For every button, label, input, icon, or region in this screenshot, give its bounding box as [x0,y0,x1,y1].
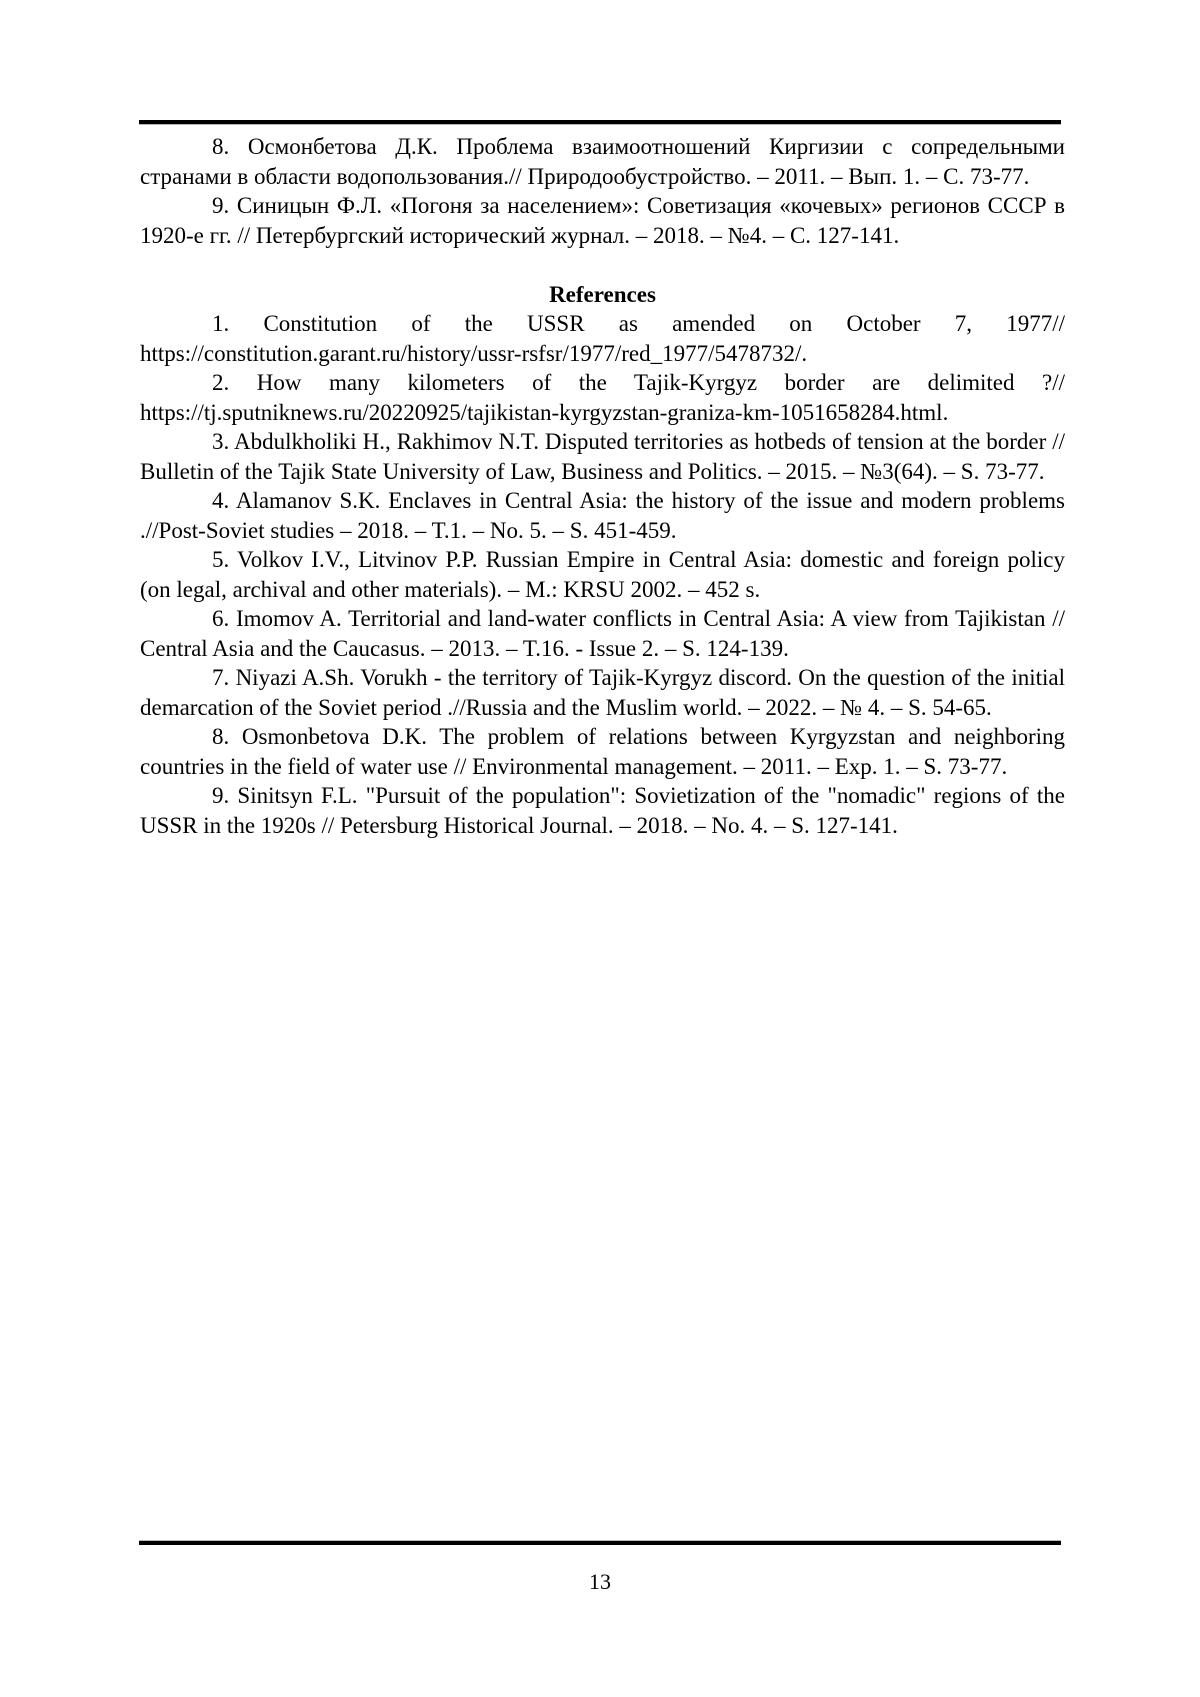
references-content [140,132,1065,840]
reference-item-ru: 8. Осмонбетова Д.К. Проблема взаимоотношений Киргизии с сопредельными странами в области водопользования.// Природообустройство. – 2011. – Вып. 1. – С. 73-77. [140,134,1065,189]
reference-item-en: 9. Sinitsyn F.L. "Pursuit of the population": Sovietization of the "nomadic" regions of the USSR in the 1920s // Petersburg Historical Journal. – 2018. – No. 4. – S. 127-141. [140,783,1065,838]
reference-item-en: 4. Alamanov S.K. Enclaves in Central Asia: the history of the issue and modern problems .//Post-Soviet studies – 2018. – T.1. – No. 5. – S. 451-459. [140,488,1065,543]
reference-item-en: 7. Niyazi A.Sh. Vorukh - the territory of Tajik-Kyrgyz discord. On the question of the initial demarcation of the Soviet period .//Russia and the Muslim world. – 2022. – № 4. – S. 54-65. [140,665,1065,720]
reference-item-en: 1. Constitution of the USSR as amended on October 7, 1977// https://constitution.garant.ru/history/ussr-rsfsr/1977/red_1977/5478732/. [140,311,1065,366]
reference-item-ru: 9. Синицын Ф.Л. «Погоня за населением»: Советизация «кочевых» регионов СССР в 1920-е гг. // Петербургский исторический журнал. – 2018. – №4. – С. 127-141. [140,193,1065,248]
reference-item-en: 8. Osmonbetova D.K. The problem of relations between Kyrgyzstan and neighboring countries in the field of water use // Environmental management. – 2011. – Exp. 1. – S. 73-77. [140,724,1065,779]
page-number: 13 [589,1569,611,1594]
reference-item-en: 2. How many kilometers of the Tajik-Kyrgyz border are delimited ?// https://tj.sputniknews.ru/20220925/tajikistan-kyrgyzstan-graniza-km-1051658284.html. [140,370,1065,425]
reference-item-en: 3. Abdulkholiki H., Rakhimov N.T. Disputed territories as hotbeds of tension at the border // Bulletin of the Tajik State University of Law, Business and Politics. – 2015. – №3(64). – S. 73-77. [140,429,1065,484]
reference-item-en: 5. Volkov I.V., Litvinov P.P. Russian Empire in Central Asia: domestic and foreign policy (on legal, archival and other materials). – M.: KRSU 2002. – 452 s. [140,547,1065,602]
references-heading: References [549,281,656,307]
bottom-rule [139,1540,1061,1545]
top-rule [139,120,1061,125]
reference-item-en: 6. Imomov A. Territorial and land-water conflicts in Central Asia: A view from Tajikistan // Central Asia and the Caucasus. – 2013. – T.16. - Issue 2. – S. 124-139. [140,606,1065,661]
